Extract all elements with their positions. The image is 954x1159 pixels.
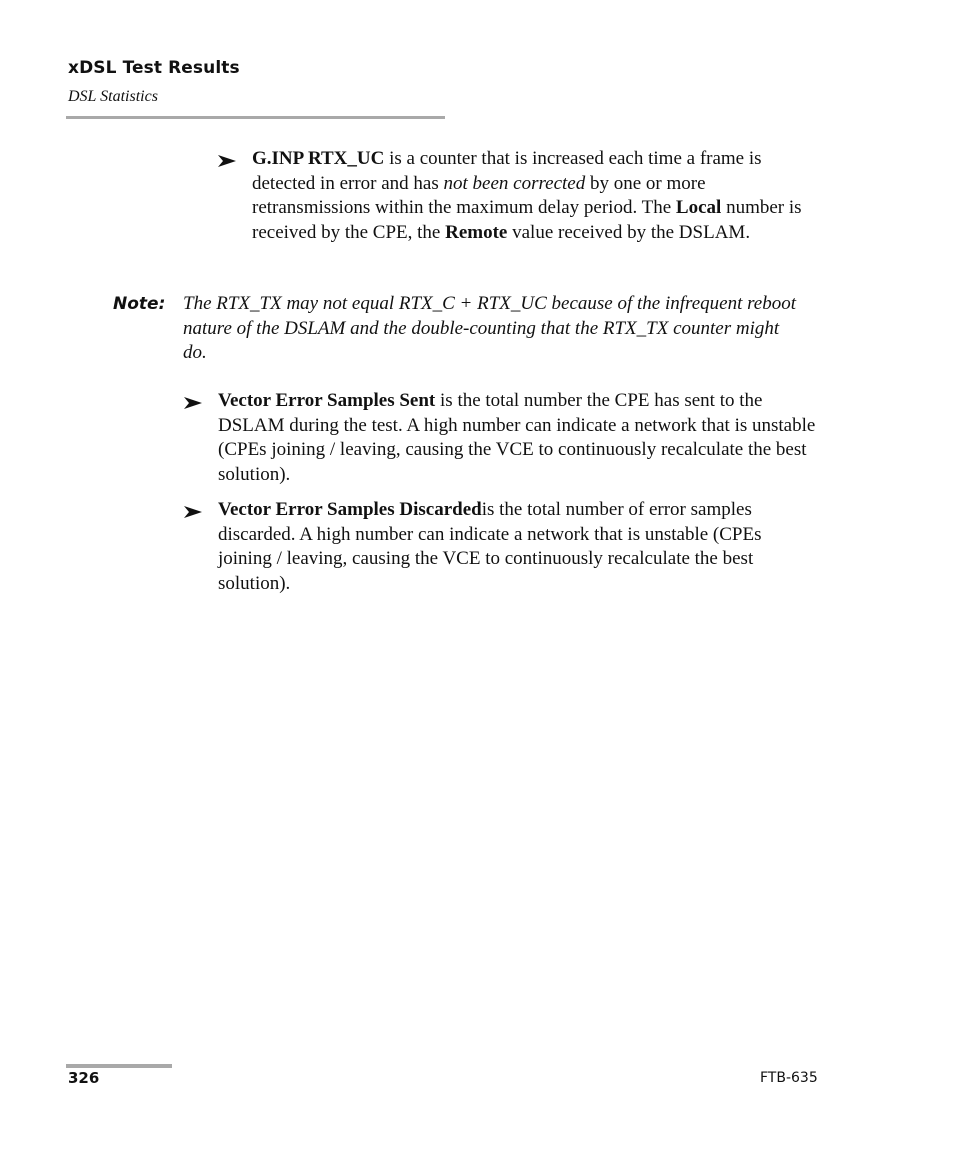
- term-vector-error-samples-sent: Vector Error Samples Sent: [218, 390, 436, 411]
- body-text: number is received by the CPE, the: [252, 197, 802, 243]
- section-title: xDSL Test Results: [68, 58, 240, 78]
- body-text: is a counter that is increased each time a frame is detected in error and has: [252, 148, 762, 194]
- note-text: The RTX_TX may not equal RTX_C + RTX_UC because of the infrequent reboot nature of the DSLAM and the double-counting that the RTX_TX counter might do.: [183, 293, 797, 364]
- body-text: by one or more retransmissions within the maximum delay period. The: [252, 172, 706, 219]
- emphasis-text: not been corrected: [443, 172, 586, 194]
- arrowhead-bullet-icon: [218, 147, 240, 167]
- body-text: is the total number the CPE has sent to the DSLAM during the test. A high number can indicate a network that is unstable (CPEs joining / leaving, causing the VCE to continuously recalculate the best solution).: [218, 390, 816, 485]
- arrowhead-bullet-icon: [184, 389, 206, 409]
- body-text: is the total number of error samples discarded. A high number can indicate a network that is unstable (CPEs joining / leaving, causing the VCE to continuously recalculate the best solution).: [218, 499, 762, 594]
- list-item-vector-error-samples-discarded: [184, 498, 818, 596]
- term-ginp-rtx-uc: G.INP RTX_UC: [252, 148, 385, 169]
- body-text: value received by the DSLAM.: [507, 221, 751, 243]
- list-item-text: [218, 498, 818, 596]
- list-item-ginp-rtx-uc: [218, 147, 822, 245]
- term-vector-error-samples-discarded: Vector Error Samples Discarded: [218, 499, 482, 520]
- term-local: Local: [675, 197, 722, 219]
- list-item-vector-error-samples-sent: [184, 389, 818, 487]
- section-subtitle: DSL Statistics: [68, 88, 158, 105]
- term-remote: Remote: [445, 221, 508, 243]
- header-divider: [66, 116, 445, 119]
- arrowhead-bullet-icon: [184, 498, 206, 518]
- footer-divider: [66, 1064, 172, 1068]
- list-item-text: [218, 389, 818, 487]
- page-number: 326: [68, 1069, 100, 1087]
- product-name: FTB-635: [760, 1070, 818, 1086]
- list-item-text: [252, 147, 822, 245]
- note-label: Note:: [113, 294, 166, 314]
